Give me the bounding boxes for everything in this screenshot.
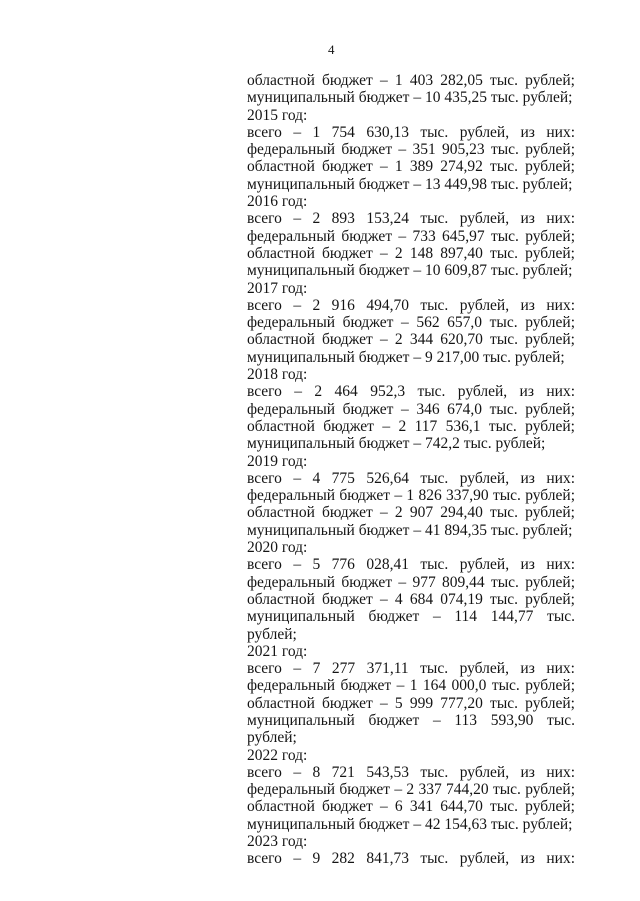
budget-line: всего – 2 916 494,70 тыс. рублей, из них:: [247, 296, 575, 314]
budget-line: всего – 4 775 526,64 тыс. рублей, из них:: [247, 469, 575, 487]
budget-line: федеральный бюджет – 351 905,23 тыс. рублей;: [247, 141, 575, 159]
budget-line: всего – 2 464 952,3 тыс. рублей, из них:: [247, 383, 575, 401]
budget-line: областной бюджет – 5 999 777,20 тыс. рублей;: [247, 694, 575, 712]
budget-line: областной бюджет – 1 389 274,92 тыс. рублей;: [247, 158, 575, 176]
budget-line: областной бюджет – 2 117 536,1 тыс. рублей;: [247, 417, 575, 435]
budget-line: муниципальный бюджет – 113 593,90 тыс. рублей;: [247, 711, 575, 747]
budget-line: муниципальный бюджет – 742,2 тыс. рублей;: [247, 435, 546, 453]
budget-line: областной бюджет – 2 907 294,40 тыс. рублей;: [247, 504, 575, 522]
budget-line: федеральный бюджет – 977 809,44 тыс. рублей;: [247, 573, 575, 591]
budget-line: областной бюджет – 1 403 282,05 тыс. рублей;: [247, 72, 575, 89]
year-heading: 2017 год:: [247, 279, 308, 297]
budget-line: муниципальный бюджет – 9 217,00 тыс. рублей;: [247, 348, 565, 366]
budget-line: федеральный бюджет – 1 164 000,0 тыс. рублей;: [247, 677, 575, 695]
budget-line: областной бюджет – 2 344 620,70 тыс. рублей;: [247, 331, 575, 349]
budget-line: областной бюджет – 2 148 897,40 тыс. рублей;: [247, 244, 575, 262]
budget-line: областной бюджет – 6 341 644,70 тыс. рублей;: [247, 798, 575, 816]
budget-line: муниципальный бюджет – 13 449,98 тыс. рублей;: [247, 175, 573, 193]
budget-line: федеральный бюджет – 346 674,0 тыс. рублей;: [247, 400, 575, 418]
budget-line: федеральный бюджет – 733 645,97 тыс. рублей;: [247, 227, 575, 245]
budget-text-block: [247, 72, 575, 868]
budget-line: муниципальный бюджет – 114 144,77 тыс. рублей;: [247, 608, 575, 643]
page-number: 4: [328, 42, 335, 57]
budget-line: всего – 9 282 841,73 тыс. рублей, из них:: [247, 850, 575, 868]
budget-line: федеральный бюджет – 1 826 337,90 тыс. рублей;: [247, 487, 575, 505]
budget-line: муниципальный бюджет – 41 894,35 тыс. рублей;: [247, 521, 573, 539]
budget-line: федеральный бюджет – 562 657,0 тыс. рублей;: [247, 314, 575, 332]
budget-line: федеральный бюджет – 2 337 744,20 тыс. рублей;: [247, 781, 575, 799]
budget-line: всего – 7 277 371,11 тыс. рублей, из них:: [247, 660, 575, 678]
budget-line: муниципальный бюджет – 10 609,87 тыс. рублей;: [247, 262, 573, 280]
year-heading: 2021 год:: [247, 642, 308, 660]
budget-line: всего – 2 893 153,24 тыс. рублей, из них:: [247, 210, 575, 228]
budget-line: всего – 1 754 630,13 тыс. рублей, из них:: [247, 123, 575, 141]
year-heading: 2019 год:: [247, 452, 308, 470]
year-heading: 2018 год:: [247, 366, 308, 384]
budget-line: всего – 5 776 028,41 тыс. рублей, из них:: [247, 556, 575, 574]
year-heading: 2015 год:: [247, 106, 308, 124]
budget-line: всего – 8 721 543,53 тыс. рублей, из них:: [247, 763, 575, 781]
year-heading: 2023 год:: [247, 833, 308, 851]
year-heading: 2020 год:: [247, 539, 308, 557]
budget-line: муниципальный бюджет – 10 435,25 тыс. рублей;: [247, 89, 573, 107]
year-heading: 2022 год:: [247, 746, 308, 764]
budget-line: муниципальный бюджет – 42 154,63 тыс. рублей;: [247, 815, 573, 833]
year-heading: 2016 год:: [247, 193, 308, 211]
budget-line: областной бюджет – 4 684 074,19 тыс. рублей;: [247, 590, 575, 608]
